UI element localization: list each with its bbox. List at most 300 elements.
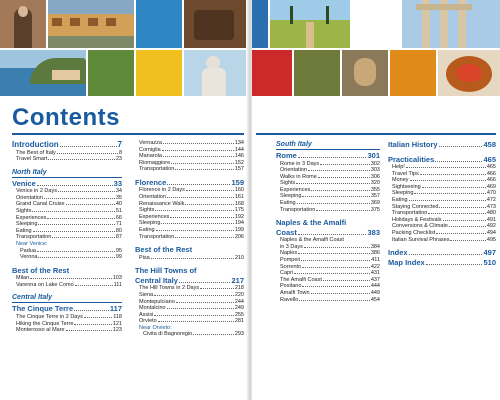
toc-entry[interactable] (12, 254, 122, 261)
toc-dot-leader (439, 146, 483, 147)
toc-entry-title: Assisi (139, 311, 154, 318)
toc-page-number: 491 (486, 216, 496, 223)
toc-entry-title: Packing Checklist (392, 229, 436, 236)
toc-entry-title: Monterosso al Mare (16, 327, 65, 334)
toc-dot-leader (311, 293, 370, 294)
toc-page-number: 466 (486, 170, 496, 177)
toc-entry-title: Hiking the Cinque Terre (16, 320, 74, 327)
toc-entry-title: The Cinque Terre in 2 Days (16, 313, 83, 320)
toc-dot-leader (318, 177, 370, 178)
toc-entry[interactable] (12, 321, 122, 328)
toc-entry[interactable] (276, 167, 380, 174)
toc-dot-leader (44, 198, 115, 199)
toc-chapter-entry[interactable] (12, 179, 122, 189)
toc-entry[interactable] (276, 270, 380, 277)
toc-entry-title: Renaissance Walk (139, 200, 185, 207)
toc-entry-title: Orientation (139, 194, 166, 201)
toc-chapter-entry[interactable] (388, 140, 496, 150)
toc-page-number: 480 (486, 210, 496, 217)
toc-entry-title: Milan (16, 275, 30, 282)
toc-entry[interactable] (12, 248, 122, 255)
toc-entry-title: Transportation (16, 234, 52, 241)
toc-page-number: 301 (367, 151, 380, 160)
toc-page-number: 66 (115, 214, 122, 221)
toc-entry[interactable] (135, 312, 244, 319)
toc-entry-title: Transportation (139, 166, 175, 173)
toc-dot-leader (154, 295, 234, 296)
toc-entry[interactable] (12, 156, 122, 163)
photo-tile-olive (294, 50, 340, 96)
toc-page-number: 175 (234, 207, 244, 214)
toc-dot-leader (443, 220, 486, 221)
toc-dot-leader (311, 190, 370, 191)
toc-page-number: 220 (234, 291, 244, 298)
toc-entry[interactable] (12, 215, 122, 222)
toc-entry[interactable] (388, 237, 496, 244)
photo-tile-wood (184, 0, 246, 48)
toc-dot-leader (33, 231, 115, 232)
toc-dot-leader (436, 233, 485, 234)
toc-dot-leader (167, 197, 234, 198)
toc-entry-title: Conversions & Climate (392, 223, 448, 230)
toc-dot-leader (426, 264, 483, 265)
toc-chapter-entry[interactable] (135, 178, 244, 188)
toc-dot-leader (170, 217, 234, 218)
toc-dot-leader (200, 288, 234, 289)
toc-entry-title: Pompeii (280, 257, 300, 264)
toc-page-number: 458 (483, 140, 496, 149)
toc-page-number: 218 (234, 285, 244, 292)
toc-entry-title: The Cinque Terre (12, 304, 74, 314)
toc-dot-leader (193, 334, 234, 335)
toc-page-number: 217 (231, 275, 244, 285)
toc-entry-title: Montalcino (139, 305, 166, 312)
toc-entry[interactable] (12, 228, 122, 235)
toc-entry-title: Sleeping (392, 190, 414, 197)
toc-page-number: 71 (115, 221, 122, 228)
title-rule (12, 133, 244, 135)
toc-dot-leader (409, 254, 483, 255)
toc-page-number: 465 (483, 154, 496, 164)
toc-entry-title: Map Index (388, 257, 425, 267)
toc-entry-title: Sleeping (139, 220, 161, 227)
toc-chapter-entry[interactable] (388, 248, 496, 258)
toc-page-number: 99 (115, 254, 122, 261)
toc-entry[interactable] (388, 177, 496, 184)
toc-page-number: 281 (234, 318, 244, 325)
toc-dot-leader (450, 240, 485, 241)
toc-page-number: 422 (370, 263, 380, 270)
toc-entry[interactable] (12, 195, 122, 202)
toc-entry-title: Italian History (388, 140, 438, 149)
toc-page-number: 199 (234, 227, 244, 234)
toc-entry[interactable] (135, 166, 244, 173)
toc-entry-title: Civita di Bagnoregio (143, 331, 193, 338)
toc-chapter-entry[interactable] (12, 140, 122, 150)
toc-region-heading: North Italy (12, 168, 122, 178)
toc-entry-title: in 3 Days (280, 243, 303, 250)
title-rule-right (256, 133, 496, 135)
toc-entry[interactable] (135, 187, 244, 194)
toc-entry-title: Riomaggiore (139, 159, 171, 166)
toc-column-4 (388, 140, 496, 267)
toc-entry[interactable] (135, 214, 244, 221)
toc-page-number: 95 (115, 247, 122, 254)
toc-page-number: 375 (370, 206, 380, 213)
toc-dot-leader (428, 213, 486, 214)
toc-entry[interactable] (135, 227, 244, 234)
toc-page-number: 210 (234, 254, 244, 261)
contents-title: Contents (12, 104, 120, 131)
toc-dot-leader (301, 260, 370, 261)
toc-entry[interactable] (276, 264, 380, 271)
toc-entry[interactable] (276, 200, 380, 207)
toc-chapter-entry[interactable] (276, 151, 380, 161)
toc-page-number: 472 (486, 196, 496, 203)
toc-page-number: 121 (112, 320, 122, 327)
toc-dot-leader (171, 163, 234, 164)
toc-entry[interactable] (276, 250, 380, 257)
toc-entry[interactable] (135, 234, 244, 241)
toc-entry-title: Naples & the Amalfi Coast (280, 237, 344, 244)
toc-page-number: 40 (115, 201, 122, 208)
toc-dot-leader (151, 258, 234, 259)
toc-entry-title: Amalfi Town (280, 290, 310, 296)
toc-dot-leader (294, 273, 370, 274)
toc-entry-title: Walks in Rome (280, 173, 317, 180)
toc-entry[interactable] (135, 160, 244, 167)
toc-dot-leader (37, 251, 115, 252)
toc-entry[interactable] (388, 164, 496, 171)
toc-entry-title: Eating (139, 227, 155, 234)
photo-tile-yellow (136, 50, 182, 96)
toc-entry-title: Index (388, 248, 408, 258)
photo-ruins (402, 0, 500, 48)
toc-entry-title: Travel Smart (16, 156, 48, 163)
photo-mosaic-face (342, 50, 388, 96)
toc-entry-title: Positano (280, 283, 302, 290)
toc-dot-leader (299, 300, 369, 301)
toc-page-number: 103 (112, 275, 122, 282)
toc-entry-title: Experiences (16, 214, 47, 221)
toc-dot-leader (74, 310, 109, 311)
toc-page-number: 469 (486, 183, 496, 190)
toc-entry-title: Corniglia (139, 146, 161, 153)
toc-dot-leader (47, 218, 115, 219)
toc-region-heading: South Italy (276, 140, 380, 150)
toc-entry[interactable] (388, 230, 496, 237)
toc-page-number: 470 (486, 190, 496, 197)
toc-entry-title: Italian Survival Phrases (392, 236, 450, 243)
toc-page-number: 144 (234, 146, 244, 153)
photo-friar (0, 0, 46, 48)
toc-dot-leader (302, 267, 370, 268)
photo-tile-teal (252, 0, 268, 48)
toc-entry[interactable] (276, 257, 380, 264)
toc-page-number: 454 (370, 296, 380, 303)
toc-entry-title: Central Italy (135, 275, 178, 285)
toc-entry[interactable] (276, 187, 380, 194)
toc-entry[interactable] (388, 197, 496, 204)
toc-dot-leader (37, 185, 113, 186)
toc-region-heading: Central Italy (12, 293, 122, 303)
toc-entry-title: Money (392, 177, 409, 184)
toc-page-number: 157 (234, 166, 244, 173)
toc-entry-title: Rome (276, 151, 297, 160)
toc-entry[interactable] (12, 275, 122, 282)
toc-entry-title: Transportation (280, 206, 316, 213)
toc-entry[interactable] (135, 220, 244, 227)
toc-entry-title: Practicalities (388, 154, 435, 164)
toc-dot-leader (60, 146, 117, 147)
toc-dot-leader (167, 184, 230, 185)
toc-entry[interactable] (276, 207, 380, 214)
toc-entry-title: Vernazza (139, 140, 162, 146)
photo-tile-red (252, 50, 292, 96)
toc-column-1 (12, 140, 122, 334)
toc-page-number: 411 (371, 257, 380, 264)
toc-dot-leader (84, 317, 112, 318)
toc-page-number: 33 (113, 178, 122, 188)
toc-entry-title: Travel Tips (392, 170, 419, 177)
toc-entry-title: Siena (139, 291, 154, 298)
toc-sublabel: Near Orvieto: (139, 324, 172, 331)
toc-page-number: 159 (231, 177, 244, 187)
photo-coast (0, 50, 86, 96)
toc-page-number: 465 (486, 164, 496, 170)
toc-dot-leader (420, 174, 486, 175)
toc-entry[interactable] (135, 255, 244, 262)
toc-entry[interactable] (12, 201, 122, 208)
toc-entry-title: Verona (20, 254, 38, 261)
toc-section-heading: Best of the Rest (12, 265, 70, 275)
toc-entry[interactable] (276, 244, 380, 251)
toc-entry[interactable] (276, 174, 380, 181)
toc-dot-leader (422, 187, 486, 188)
toc-section-heading: Naples & the Amalfi (276, 218, 347, 228)
toc-entry-title: Staying Connected (392, 203, 439, 210)
left-page (0, 0, 248, 400)
toc-dot-leader (323, 280, 370, 281)
toc-dot-leader (52, 237, 115, 238)
toc-dot-leader (167, 308, 234, 309)
toc-entry[interactable] (135, 292, 244, 299)
toc-page-number: 473 (486, 203, 496, 210)
toc-page-number: 51 (115, 207, 122, 214)
toc-entry-title: Introduction (12, 140, 59, 149)
toc-entry-title: Sights (139, 207, 155, 214)
toc-dot-leader (296, 183, 370, 184)
toc-entry-title: Rome in 3 Days (280, 160, 320, 167)
toc-page-number: 494 (486, 229, 496, 236)
toc-page-number: 249 (234, 305, 244, 312)
toc-entry-title: Sights (280, 180, 296, 187)
toc-page-number: 160 (234, 187, 244, 194)
toc-dot-leader (449, 226, 486, 227)
toc-dot-leader (154, 315, 233, 316)
toc-dot-leader (439, 207, 485, 208)
toc-page-number: 123 (112, 327, 122, 334)
toc-section-heading: The Hill Towns of (135, 266, 197, 276)
toc-entry[interactable] (12, 188, 122, 195)
toc-dot-leader (163, 156, 234, 157)
toc-entry[interactable] (135, 331, 244, 338)
toc-page-number: 293 (234, 331, 244, 338)
toc-column-2 (135, 140, 244, 338)
toc-entry-title: Holidays & Festivals (392, 216, 442, 223)
toc-entry[interactable] (276, 290, 380, 297)
toc-entry[interactable] (135, 207, 244, 214)
toc-entry[interactable] (276, 193, 380, 200)
toc-entry[interactable] (135, 285, 244, 292)
toc-dot-leader (158, 321, 234, 322)
toc-entry-title: Transportation (392, 210, 428, 217)
toc-dot-leader (163, 143, 234, 144)
toc-entry[interactable] (388, 210, 496, 217)
toc-entry[interactable] (135, 201, 244, 208)
toc-entry[interactable] (388, 171, 496, 178)
toc-dot-leader (414, 193, 485, 194)
toc-page-number: 146 (234, 153, 244, 160)
toc-entry-title: Ravello (280, 296, 299, 303)
toc-page-number: 161 (234, 194, 244, 201)
toc-page-number: 117 (109, 304, 122, 314)
toc-entry-title: Grand Canal Cruise (16, 201, 65, 208)
toc-entry[interactable] (388, 190, 496, 197)
photo-david-statue (184, 50, 246, 96)
toc-entry-title: Orvieto (139, 318, 157, 325)
toc-page-number: 244 (234, 298, 244, 305)
toc-dot-leader (155, 210, 234, 211)
toc-entry[interactable] (276, 237, 380, 244)
toc-entry[interactable] (388, 217, 496, 224)
toc-dot-leader (75, 285, 113, 286)
toc-page-number: 35 (115, 194, 122, 201)
toc-entry[interactable] (276, 277, 380, 284)
toc-page-number: 306 (370, 173, 380, 180)
toc-entry-title: Manarola (139, 153, 162, 160)
toc-dot-leader (297, 203, 370, 204)
toc-entry-title: The Hill Towns in 2 Days (139, 285, 200, 292)
toc-entry-title: Experiences (139, 213, 170, 220)
toc-entry-title: Florence in 2 Days (139, 187, 185, 194)
toc-entry[interactable] (12, 208, 122, 215)
toc-entry-title: The Best of Italy (16, 149, 56, 156)
toc-entry-title: The Amalfi Coast (280, 276, 322, 283)
toc-dot-leader (161, 223, 233, 224)
toc-entry-title: Eating (16, 227, 32, 234)
toc-entry-title: Naples (280, 250, 298, 257)
toc-entry[interactable] (135, 299, 244, 306)
toc-entry-title: Sights (16, 207, 32, 214)
toc-dot-leader (308, 170, 370, 171)
toc-entry[interactable] (276, 180, 380, 187)
toc-entry[interactable] (12, 314, 122, 321)
toc-entry[interactable] (135, 147, 244, 154)
photo-ponte-vecchio (48, 0, 134, 48)
toc-entry-title: Montepulciano (139, 298, 175, 305)
toc-dot-leader (304, 247, 370, 248)
toc-page-number: 7 (117, 140, 122, 149)
toc-dot-leader (179, 282, 231, 283)
toc-page-number: 152 (234, 159, 244, 166)
toc-chapter-entry[interactable] (12, 304, 122, 314)
toc-entry[interactable] (12, 234, 122, 241)
toc-dot-leader (298, 234, 367, 235)
right-page (252, 0, 500, 400)
toc-page-number: 118 (113, 313, 122, 320)
toc-dot-leader (435, 161, 482, 162)
toc-entry[interactable] (12, 282, 122, 289)
toc-entry-title: Eating (392, 196, 408, 203)
toc-entry[interactable] (388, 223, 496, 230)
toc-page-number: 34 (115, 188, 122, 195)
toc-chapter-entry[interactable] (388, 258, 496, 268)
toc-page-number: 168 (234, 200, 244, 207)
toc-dot-leader (320, 164, 370, 165)
toc-entry-title: Sorrento (280, 263, 302, 270)
toc-dot-leader (302, 196, 369, 197)
toc-page-number: 80 (115, 227, 122, 234)
toc-entry-title: Padua (20, 247, 36, 254)
toc-chapter-entry[interactable] (388, 155, 496, 165)
toc-chapter-entry[interactable] (135, 276, 244, 286)
toc-page-number: 255 (234, 311, 244, 318)
toc-page-number: 303 (370, 167, 380, 174)
toc-entry[interactable] (12, 150, 122, 157)
toc-page-number: 23 (115, 156, 122, 163)
toc-dot-leader (409, 200, 486, 201)
toc-dot-leader (74, 324, 111, 325)
toc-page-number: 355 (370, 186, 380, 193)
toc-entry[interactable] (135, 194, 244, 201)
toc-dot-leader (38, 257, 114, 258)
toc-entry-title: Sleeping (280, 193, 302, 200)
toc-page-number: 302 (370, 160, 380, 167)
toc-page-number: 369 (370, 200, 380, 207)
toc-dot-leader (175, 237, 234, 238)
toc-page-number: 134 (234, 140, 244, 146)
toc-page-number: 192 (234, 213, 244, 220)
photo-tile-orange (390, 50, 436, 96)
toc-dot-leader (162, 150, 234, 151)
toc-entry-title: Capri (280, 270, 294, 277)
toc-entry[interactable] (135, 318, 244, 325)
toc-entry[interactable] (12, 327, 122, 334)
toc-dot-leader (298, 157, 367, 158)
toc-dot-leader (57, 153, 118, 154)
toc-entry[interactable] (276, 297, 380, 304)
toc-chapter-entry[interactable] (276, 228, 380, 238)
toc-dot-leader (298, 253, 370, 254)
toc-entry[interactable] (135, 140, 244, 147)
toc-page-number: 510 (483, 257, 496, 267)
toc-entry[interactable] (276, 283, 380, 290)
toc-entry[interactable] (135, 305, 244, 312)
toc-dot-leader (185, 204, 233, 205)
toc-entry-title: Coast (276, 227, 297, 237)
toc-entry[interactable] (276, 161, 380, 168)
toc-entry[interactable] (12, 221, 122, 228)
toc-entry[interactable] (388, 204, 496, 211)
toc-entry[interactable] (135, 153, 244, 160)
toc-dot-leader (58, 191, 115, 192)
toc-entry[interactable] (388, 184, 496, 191)
toc-entry-title: Experiences (280, 186, 311, 193)
toc-section-heading: Best of the Rest (135, 245, 193, 255)
photo-tile-blue (136, 0, 182, 48)
toc-dot-leader (32, 211, 115, 212)
